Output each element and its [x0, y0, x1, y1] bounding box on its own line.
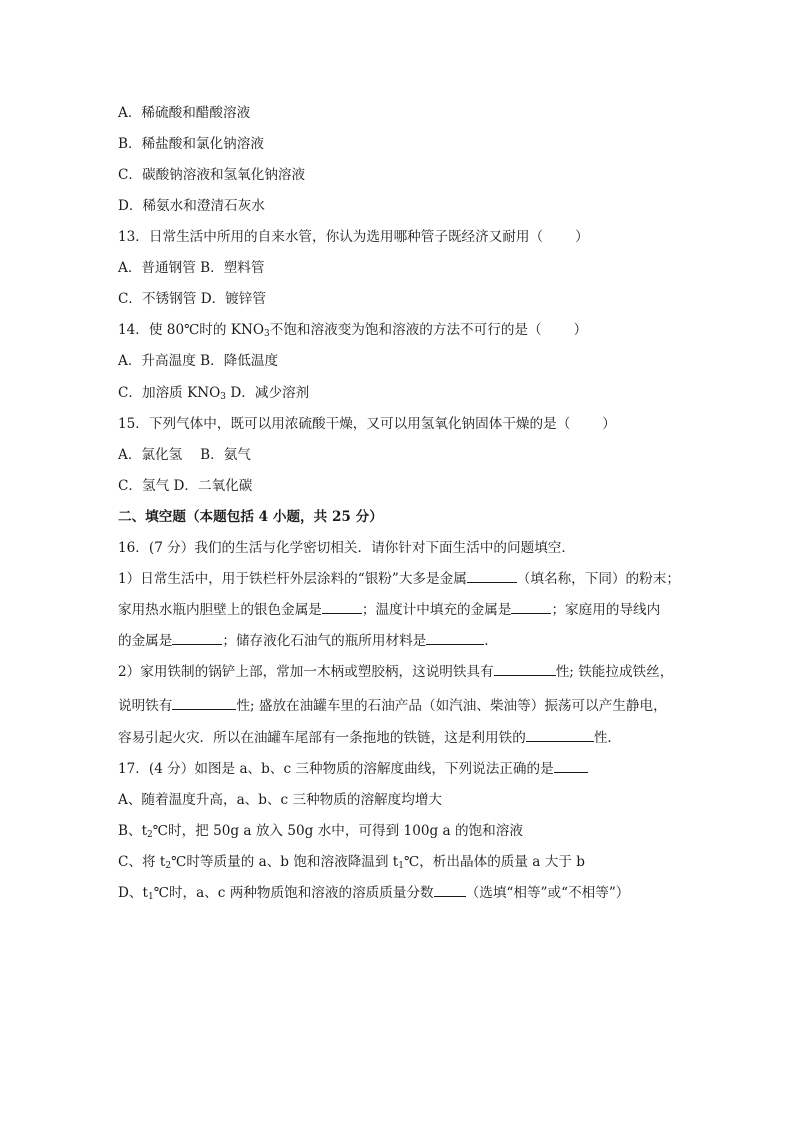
q14-options-cd: C．加溶质 $KNO_3$ D．减少溶剂	[118, 385, 310, 402]
q17-option-a: A、随着温度升高，a、b、c 三种物质的溶解度均增大	[118, 792, 443, 808]
q17-stem: 17．(4 分）如图是 a、b、c 三种物质的溶解度曲线，下列说法正确的是	[118, 760, 588, 778]
q13-options-cd: C．不锈钢管 D．镀锌管	[118, 291, 266, 307]
q17-option-c: C、将 $t_2℃$时等质量的 a、b 饱和溶液降温到 $t_1℃$，析出晶体的质量 a 大于 b	[118, 854, 585, 871]
q17-option-d: D、$t_1℃$时，a、c 两种物质饱和溶液的溶质质量分数 （选填“相等”或“不相等”）	[118, 885, 630, 902]
q16-part2-line2: 说明铁有 性; 盛放在油罐车里的石油产品（如汽油、柴油等）振荡可以产生静电，	[118, 698, 667, 714]
q16-stem: 16．(7 分）我们的生活与化学密切相关．请你针对下面生活中的问题填空．	[118, 540, 575, 556]
q15-options-cd: C．氢气 D．二氧化碳	[118, 478, 253, 494]
answer-blank[interactable]	[511, 601, 551, 614]
answer-blank[interactable]	[494, 663, 556, 676]
answer-blank[interactable]	[322, 601, 362, 614]
q12-option-d: D．稀氨水和澄清石灰水	[118, 198, 265, 214]
q13-stem: 13．日常生活中所用的自来水管，你认为选用哪种管子既经济又耐用（ ）	[118, 229, 589, 245]
answer-blank[interactable]	[172, 632, 222, 645]
q14-stem: 14．使 80℃时的 $KNO_3$不饱和溶液变为饱和溶液的方法不可行的是（ ）	[118, 322, 588, 339]
q16-part2-line1: 2）家用铁制的锅铲上部，常加一木柄或塑胶柄，这说明铁具有 性; 铁能拉成铁丝，	[118, 664, 674, 680]
answer-blank[interactable]	[172, 697, 236, 710]
answer-blank[interactable]	[467, 570, 517, 583]
q15-stem: 15．下列气体中，既可以用浓硫酸干燥，又可以用氢氧化钠固体干燥的是（ ）	[118, 416, 616, 432]
q15-options-ab: A．氯化氢 B．氨气	[118, 447, 251, 463]
answer-blank[interactable]	[426, 632, 484, 645]
q16-part1-line1: 1）日常生活中，用于铁栏杆外层涂料的“银粉”大多是金属 （填名称，下同）的粉末；	[118, 571, 680, 587]
q12-option-c: C．碳酸钠溶液和氢氧化钠溶液	[118, 167, 306, 183]
q16-part2-line3: 容易引起火灾．所以在油罐车尾部有一条拖地的铁链，这是利用铁的 性．	[118, 730, 621, 746]
q14-options-ab: A．升高温度 B．降低温度	[118, 353, 279, 369]
q17-option-b: B、$t_2℃$时，把 50g a 放入 50g 水中，可得到 100g a 的饱和溶液	[118, 823, 523, 840]
answer-blank[interactable]	[554, 760, 588, 773]
q16-part1-line3: 的金属是 ；储存液化石油气的瓶所用材料是 ．	[118, 633, 498, 649]
answer-blank[interactable]	[526, 729, 594, 742]
section-heading: 二、填空题（本题包括 4 小题，共 25 分）	[118, 509, 383, 525]
q12-option-a: A．稀硫酸和醋酸溶液	[118, 105, 251, 121]
q13-options-ab: A．普通钢管 B．塑料管	[118, 260, 265, 276]
answer-blank[interactable]	[434, 884, 466, 897]
q16-part1-line2: 家用热水瓶内胆壁上的银色金属是 ；温度计中填充的金属是 ；家庭用的导线内	[118, 602, 661, 618]
q12-option-b: B．稀盐酸和氯化钠溶液	[118, 136, 264, 152]
